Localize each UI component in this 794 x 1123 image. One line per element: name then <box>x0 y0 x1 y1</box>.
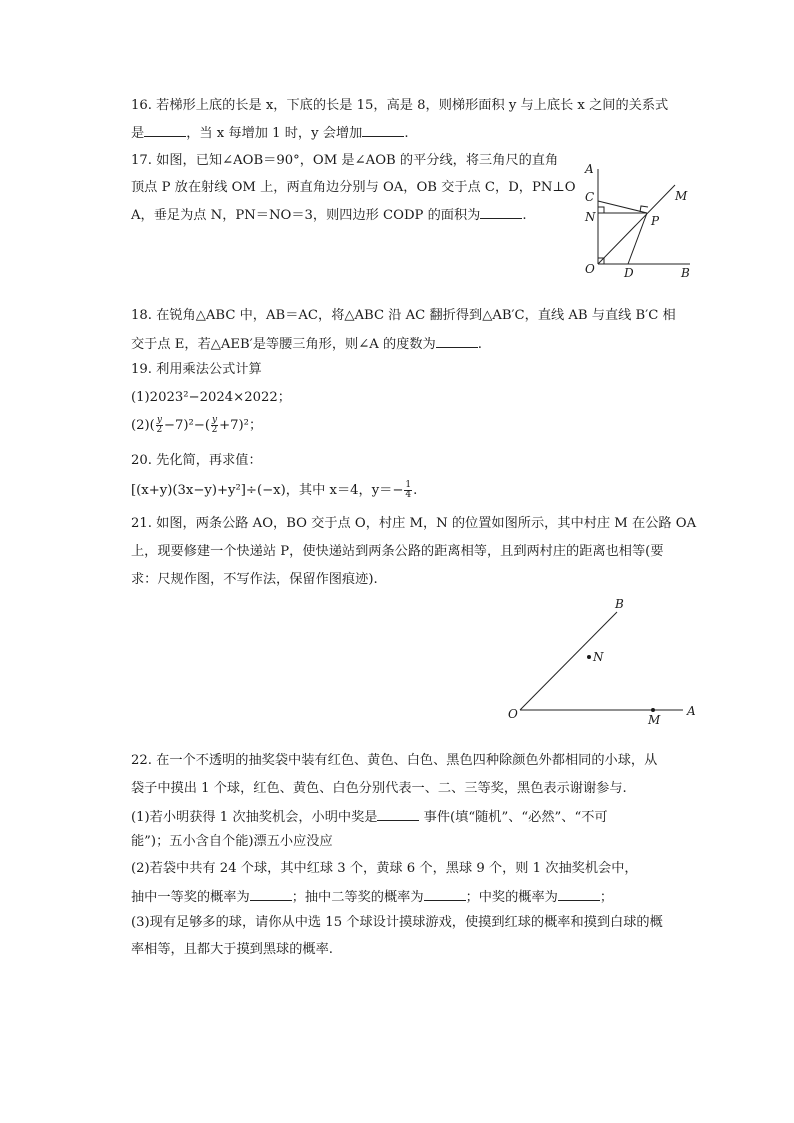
q16-blank-1[interactable] <box>144 122 186 137</box>
q22-blank-3[interactable] <box>424 886 466 901</box>
q19-frac-1 <box>156 416 163 435</box>
q16-blank-2[interactable] <box>362 122 404 137</box>
q17-label-d: D <box>624 266 634 280</box>
q19-frac-2-num: y <box>212 415 218 425</box>
q17-label-c: C <box>585 190 595 204</box>
q19-part2 <box>131 416 262 436</box>
q19-frac-1-num: y <box>156 415 162 425</box>
q22-p2-text-d: ；中奖的概率为 <box>465 890 558 905</box>
q16-line2 <box>131 122 409 144</box>
q21-line1: 21. 如图，两条公路 AO，BO 交于点 O，村庄 M，N 的位置如图所示，其中村庄 M 在公路 OA <box>131 516 697 531</box>
q17-figure <box>575 155 700 285</box>
q16-text-b: ，当 x 每增加 1 时，y 会增加 <box>186 126 363 141</box>
q22-part3-cont: 率相等，且都大于摸到黑球的概率. <box>131 942 334 957</box>
q17-label-a: A <box>585 162 594 176</box>
q20-frac-num: 1 <box>405 480 412 490</box>
q22-line1: 22. 在一个不透明的抽奖袋中装有红色、黄色、白色、黑色四种除颜色外都相同的小球，从 <box>131 753 658 768</box>
q22-part2-cont <box>131 886 613 908</box>
q17-line2: 顶点 P 放在射线 OM 上，两直角边分别与 OA，OB 交于点 C，D，PN⊥O <box>131 180 576 195</box>
q18-text-b: . <box>477 337 482 352</box>
q17-segment-pd <box>628 213 647 264</box>
q22-part2: (2)若袋中共有 24 个球，其中红球 3 个，黄球 6 个，黑球 9 个，则 1 次抽奖机会中， <box>131 861 638 876</box>
q21-label-o: O <box>508 707 518 721</box>
q22-part1-cont: 能”)；五小含自个能)漂五小应没应 <box>131 834 333 849</box>
q17-ray-om <box>598 185 675 264</box>
q17-text-b: . <box>522 208 527 223</box>
q21-label-n: N <box>593 650 604 664</box>
q19-p2-end: +7)²； <box>219 418 263 433</box>
q18-text-a: 交于点 E，若△AEB′是等腰三角形，则∠A 的度数为 <box>131 337 436 352</box>
q16-text-c: . <box>404 126 409 141</box>
q22-part1 <box>131 806 608 828</box>
q20-frac-den: 4 <box>405 490 412 500</box>
q20-fraction <box>404 481 412 500</box>
q17-right-angle-n <box>598 207 604 213</box>
q18-blank[interactable] <box>436 333 478 348</box>
q17-label-n: N <box>585 210 596 224</box>
q17-text-a: A，垂足为点 N，PN＝NO＝3，则四边形 CODP 的面积为 <box>131 208 481 223</box>
q22-line2: 袋子中摸出 1 个球，红色、黄色、白色分别代表一、二、三等奖，黑色表示谢谢参与. <box>131 781 627 796</box>
q17-label-m: M <box>675 189 688 203</box>
q22-part3: (3)现有足够多的球，请你从中选 15 个球设计摸球游戏，使摸到红球的概率和摸到白球的概 <box>131 915 663 930</box>
q21-figure <box>500 590 710 730</box>
q20-expr-end: . <box>413 483 418 498</box>
q22-blank-2[interactable] <box>250 886 292 901</box>
q21-line3: 求：尺规作图，不写作法，保留作图痕迹). <box>131 572 378 587</box>
q17-label-o: O <box>585 262 595 276</box>
q21-label-a: A <box>687 704 696 718</box>
q22-p2-text-e: ； <box>599 890 614 905</box>
q17-label-p: P <box>651 214 660 228</box>
q17-line1: 17. 如图，已知∠AOB＝90°，OM 是∠AOB 的平分线，将三角尺的直角 <box>131 153 559 168</box>
q21-label-m: M <box>648 713 661 727</box>
q19-p2-open: (2)( <box>131 418 155 433</box>
q21-point-n <box>587 655 591 659</box>
q16-line1: 16. 若梯形上底的长是 x，下底的长是 15，高是 8，则梯形面积 y 与上底长 x 之间的关系式 <box>131 98 669 113</box>
q19-frac-1-den: 2 <box>156 425 163 435</box>
q22-p1-text-b: 事件(填“随机”、“必然”、“不可 <box>423 810 608 825</box>
q19-frac-2-den: 2 <box>211 425 218 435</box>
q21-line2: 上，现要修建一个快递站 P，使快递站到两条公路的距离相等，且到两村庄的距离也相等(要 <box>131 544 664 559</box>
q16-text-a: 是 <box>131 126 145 141</box>
q20-expr-text: [(x+y)(3x−y)+y²]÷(−x)，其中 x＝4，y＝− <box>131 483 404 498</box>
q17-blank[interactable] <box>480 204 522 219</box>
q17-label-b: B <box>681 266 690 280</box>
q18-line1: 18. 在锐角△ABC 中，AB＝AC，将△ABC 沿 AC 翻折得到△AB′C，直线 AB 与直线 B′C 相 <box>131 308 676 323</box>
q22-p2-text-c: ；抽中二等奖的概率为 <box>291 890 424 905</box>
q22-blank-1[interactable] <box>377 806 419 821</box>
q20-expression <box>131 481 417 501</box>
q22-p1-text-a: (1)若小明获得 1 次抽奖机会，小明中奖是 <box>131 810 378 825</box>
q19-p2-mid: −7)²−( <box>163 418 210 433</box>
q19-frac-2 <box>211 416 218 435</box>
q21-label-b: B <box>615 597 624 611</box>
q19-part1: (1)2023²−2024×2022； <box>131 390 291 405</box>
q22-p2-text-b: 抽中一等奖的概率为 <box>131 890 250 905</box>
q22-blank-4[interactable] <box>558 886 600 901</box>
q19-title: 19. 利用乘法公式计算 <box>131 362 262 377</box>
q17-line3 <box>131 204 527 226</box>
q20-title: 20. 先化简，再求值： <box>131 453 262 468</box>
q18-line2 <box>131 333 482 355</box>
q21-point-m <box>651 708 655 712</box>
